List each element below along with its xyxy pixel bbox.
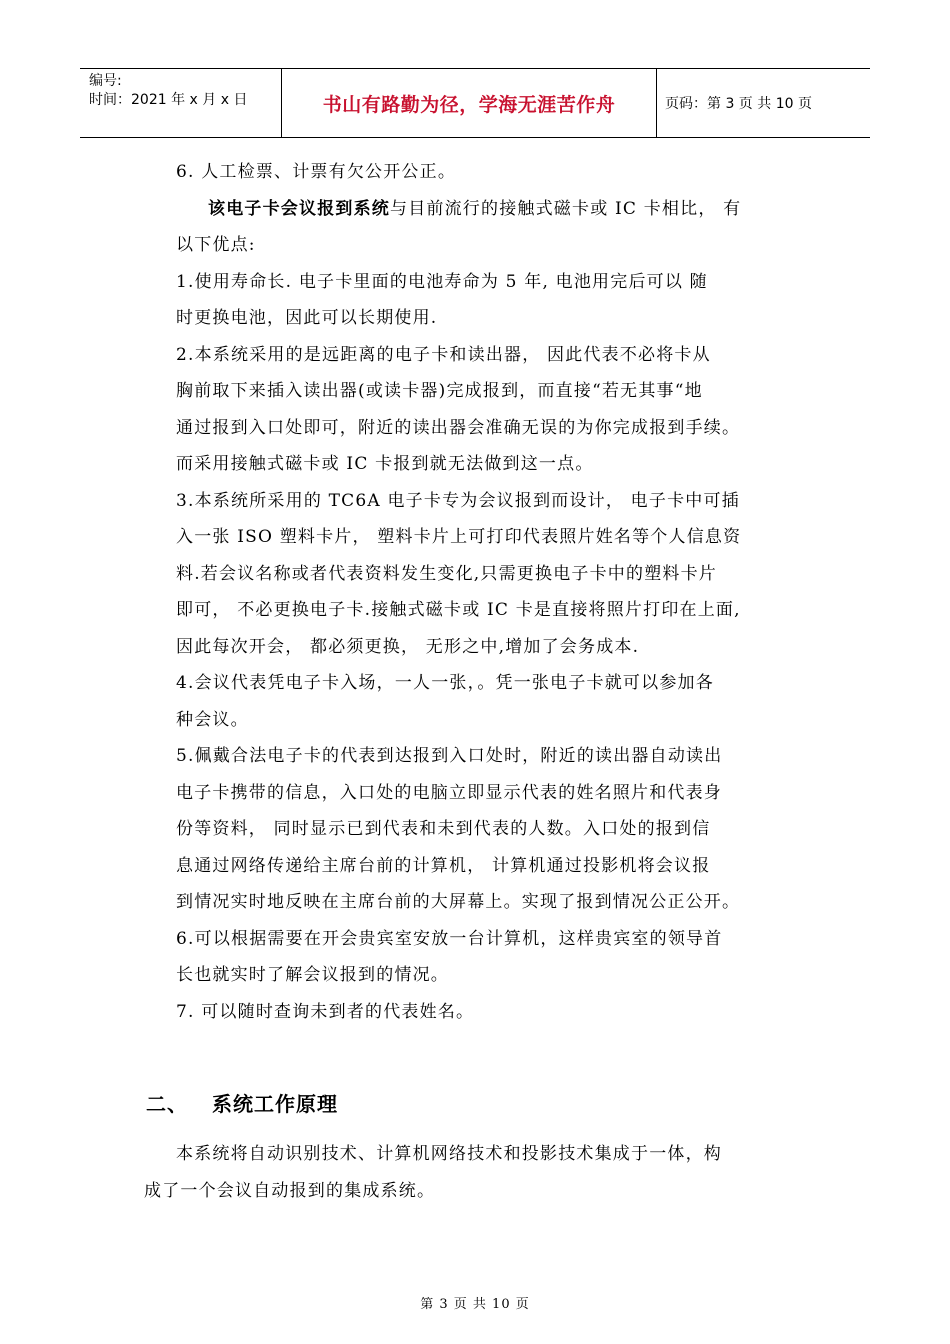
paragraph-line: 而采用接触式磁卡或 IC 卡报到就无法做到这一点。 bbox=[176, 454, 594, 474]
section-title: 系统工作原理 bbox=[212, 1092, 338, 1116]
paragraph-line: 7. 可以随时查询未到者的代表姓名。 bbox=[176, 1001, 475, 1022]
paragraph-line: 电子卡携带的信息，入口处的电脑立即显示代表的姓名照片和代表身 bbox=[176, 782, 722, 803]
paragraph-line: 4.会议代表凭电子卡入场，一人一张，。凭一张电子卡就可以参加各 bbox=[176, 673, 714, 693]
header-meta-cell bbox=[80, 69, 282, 137]
paragraph-line: 2.本系统采用的是远距离的电子卡和读出器， 因此代表不必将卡从 bbox=[176, 344, 711, 365]
paragraph-line: 1.使用寿命长. 电子卡里面的电池寿命为 5 年, 电池用完后可以 随 bbox=[176, 271, 708, 292]
paragraph-line: 息通过网络传递给主席台前的计算机， 计算机通过投影机将会议报 bbox=[176, 855, 711, 876]
paragraph-line: 以下优点: bbox=[176, 235, 256, 255]
paragraph-line: 本系统将自动识别技术、计算机网络技术和投影技术集成于一体，构 bbox=[176, 1144, 722, 1164]
bold-lead: 该电子卡会议报到系统 bbox=[208, 198, 390, 219]
paragraph-line: 份等资料， 同时显示已到代表和未到代表的人数。入口处的报到信 bbox=[176, 819, 711, 839]
section-number: 二、 bbox=[146, 1092, 188, 1116]
paragraph-line: 6. 人工检票、计票有欠公开公正。 bbox=[176, 162, 457, 182]
paragraph-line: 5.佩戴合法电子卡的代表到达报到入口处时，附近的读出器自动读出 bbox=[176, 746, 723, 766]
section-heading bbox=[146, 1088, 338, 1117]
paragraph-line bbox=[176, 191, 816, 228]
section-body bbox=[144, 1136, 816, 1209]
paragraph-line: 成了一个会议自动报到的集成系统。 bbox=[144, 1180, 436, 1201]
document-number-label: 编号: bbox=[89, 73, 122, 89]
page-footer: 第 3 页 共 10 页 bbox=[420, 1297, 530, 1312]
paragraph-line: 因此每次开会， 都必须更换， 无形之中,增加了会务成本. bbox=[176, 636, 640, 657]
paragraph-line: 长也就实时了解会议报到的情况。 bbox=[176, 965, 449, 985]
paragraph-line: 料.若会议名称或者代表资料发生变化,只需更换电子卡中的塑料卡片 bbox=[176, 563, 718, 584]
header-page-info: 页码：第 3 页 共 10 页 bbox=[665, 96, 812, 112]
paragraph-line: 通过报到入口处即可，附近的读出器会准确无误的为你完成报到手续。 bbox=[176, 417, 741, 438]
paragraph-line: 入一张 ISO 塑料卡片， 塑料卡片上可打印代表照片姓名等个人信息资 bbox=[176, 527, 742, 547]
header-motto: 书山有路勤为径，学海无涯苦作舟 bbox=[322, 93, 616, 116]
paragraph-line: 即可， 不必更换电子卡.接触式磁卡或 IC 卡是直接将照片打印在上面, bbox=[176, 600, 741, 620]
paragraph-line: 胸前取下来插入读出器(或读卡器)完成报到，而直接“若无其事“地 bbox=[176, 381, 703, 401]
body-content bbox=[176, 154, 816, 1030]
header-motto-cell bbox=[282, 69, 657, 137]
page-header bbox=[80, 68, 870, 138]
document-date: 时间：2021 年 x 月 x 日 bbox=[89, 92, 248, 108]
paragraph-line: 3.本系统所采用的 TC6A 电子卡专为会议报到而设计， 电子卡中可插 bbox=[176, 490, 740, 511]
paragraph-line: 时更换电池，因此可以长期使用. bbox=[176, 308, 438, 328]
paragraph-line: 6.可以根据需要在开会贵宾室安放一台计算机，这样贵宾室的领导首 bbox=[176, 928, 723, 949]
header-page-cell bbox=[657, 69, 870, 137]
paragraph-line: 种会议。 bbox=[176, 709, 249, 730]
paragraph-line: 到情况实时地反映在主席台前的大屏幕上。实现了报到情况公正公开。 bbox=[176, 892, 741, 912]
paragraph-line-text: 与目前流行的接触式磁卡或 IC 卡相比， 有 bbox=[390, 198, 742, 219]
